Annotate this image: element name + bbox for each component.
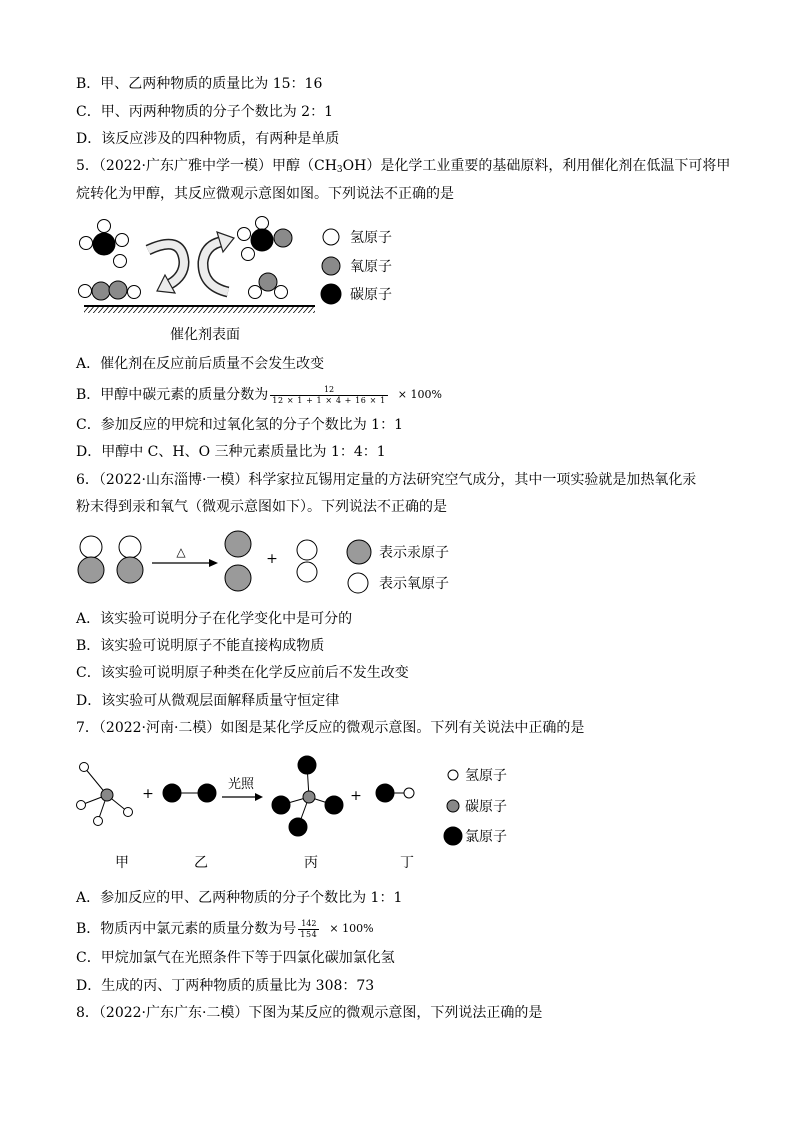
mercury-oxide-molecule: [117, 536, 143, 583]
hydrogen-atom: [98, 220, 111, 233]
q6-reaction-figure: [0, 528, 794, 598]
hydrogen-atom: [116, 234, 129, 247]
hydrogen-atom: [275, 286, 288, 299]
chlorine-atom: [163, 784, 181, 802]
reaction-arrow-icon: [222, 793, 263, 801]
legend-chlorine-swatch: [444, 827, 462, 845]
legend-oxygen-swatch: [348, 573, 368, 593]
water-molecule: [249, 273, 288, 299]
q7-option-b-text: B．物质丙中氯元素的质量分数为号: [76, 921, 297, 937]
q5-option-b-text: B．甲醇中碳元素的质量分数为: [76, 387, 269, 403]
q5-option-b: [76, 382, 442, 408]
hydrogen-atom: [249, 286, 262, 299]
oxygen-atom: [119, 536, 141, 558]
legend-hydrogen-swatch: [448, 770, 458, 780]
legend: [347, 540, 449, 593]
substance-label-yi: 乙: [194, 855, 208, 871]
prev-option-d: D．该反应涉及的四种物质，有两种是单质: [76, 131, 340, 147]
legend-carbon-swatch: [447, 800, 459, 812]
fraction-numerator: 12: [323, 384, 335, 394]
carbon-tetrachloride-molecule: [272, 756, 343, 836]
q5-formula-subscript: 3: [336, 165, 343, 175]
hydrogen-atom: [242, 248, 255, 261]
plus-sign: +: [350, 788, 362, 804]
legend-label: 氧原子: [350, 259, 392, 275]
fraction-suffix: × 100%: [329, 922, 374, 935]
q6-option-d: D．该实验可从微观层面解释质量守恒定律: [76, 693, 340, 709]
hydrogen-atom: [128, 286, 141, 299]
chlorine-atom: [298, 756, 316, 774]
legend-mercury-swatch: [347, 540, 371, 564]
carbon-atom: [303, 791, 315, 803]
mercury-oxide-molecule: [78, 536, 104, 583]
substance-label-jia: 甲: [115, 855, 129, 871]
q7-reaction-figure: [0, 752, 794, 874]
chlorine-atom: [289, 818, 307, 836]
fraction-denominator: 154: [300, 929, 318, 939]
legend-label: 碳原子: [350, 287, 392, 303]
hydrogen-atom: [404, 788, 414, 798]
legend-label: 碳原子: [465, 799, 507, 815]
q6-stem-line-2: 粉末得到汞和氧气（微观示意图如下）。下列说法不正确的是: [76, 499, 447, 515]
q5-stem-text-post: OH）是化学工业重要的基础原料，利用催化剂在低温下可将甲: [342, 158, 731, 174]
catalyst-surface-label: 催化剂表面: [170, 327, 240, 343]
mercury-atom: [225, 531, 251, 557]
q5-option-a: A．催化剂在反应前后质量不会发生改变: [76, 356, 325, 372]
legend-label: 氢原子: [350, 230, 392, 246]
prev-option-c: C．甲、丙两种物质的分子个数比为 2：1: [76, 104, 333, 120]
mercury-atom: [78, 557, 104, 583]
fraction-denominator: 12 × 1 + 1 × 4 + 16 × 1: [272, 395, 386, 405]
prev-option-b: B．甲、乙两种物质的质量比为 15：16: [76, 76, 323, 92]
carbon-atom: [101, 789, 113, 801]
oxygen-molecule: [297, 540, 317, 582]
oxygen-atom: [297, 562, 317, 582]
chlorine-molecule: [163, 784, 216, 802]
hydrogen-peroxide-molecule: [79, 281, 141, 300]
oxygen-atom: [92, 282, 110, 300]
legend-oxygen-swatch: [322, 257, 340, 275]
q5-reaction-figure: [0, 210, 794, 350]
legend-hydrogen-swatch: [323, 229, 339, 245]
curved-arrow-down-icon: [148, 244, 184, 293]
hydrogen-chloride-molecule: [376, 784, 414, 802]
q5-stem-line-2: 烷转化为甲醇，其反应微观示意图如图。下列说法不正确的是: [76, 186, 454, 202]
legend-label: 表示氧原子: [379, 576, 449, 592]
q6-option-c: C．该实验可说明原子种类在化学反应前后不发生改变: [76, 665, 409, 681]
q6-option-b: B．该实验可说明原子不能直接构成物质: [76, 638, 325, 654]
q5-option-c: C．参加反应的甲烷和过氧化氢的分子个数比为 1：1: [76, 417, 403, 433]
q6-stem-line-1: 6．（2022·山东淄博·一模）科学家拉瓦锡用定量的方法研究空气成分，其中一项实验就是加热氧化汞: [76, 472, 697, 488]
legend-label: 氢原子: [465, 768, 507, 784]
hydrogen-atom: [114, 255, 127, 268]
substance-label-ding: 丁: [400, 855, 414, 871]
carbon-atom: [93, 233, 115, 255]
heating-condition: △: [176, 545, 186, 559]
hydrogen-atom: [238, 228, 251, 241]
chlorine-atom: [325, 796, 343, 814]
q8-stem: 8．（2022·广东广东·二模）下图为某反应的微观示意图，下列说法正确的是: [76, 1005, 543, 1021]
fraction-numerator: 142: [301, 918, 317, 928]
oxygen-atom: [297, 540, 317, 560]
hydrogen-atom: [256, 217, 269, 230]
fraction: [298, 919, 319, 940]
legend: [321, 229, 392, 304]
q7-option-d: D．生成的丙、丁两种物质的质量比为 308：73: [76, 978, 375, 994]
hydrogen-atom: [80, 763, 89, 772]
plus-sign: +: [142, 786, 154, 802]
hydrogen-atom: [77, 801, 86, 810]
legend: [444, 768, 507, 845]
methane-molecule: [80, 220, 129, 268]
q5-stem-text-pre: 5．（2022·广东广雅中学一模）甲醇（CH: [76, 158, 337, 174]
hydrogen-atom: [80, 237, 93, 250]
hydrogen-atom: [79, 285, 92, 298]
hydrogen-atom: [124, 808, 133, 817]
catalyst-surface: [84, 306, 315, 313]
oxygen-atom: [80, 536, 102, 558]
hydrogen-atom: [94, 817, 103, 826]
q7-option-b: [76, 916, 374, 942]
fraction: [270, 385, 387, 406]
legend-carbon-swatch: [321, 284, 341, 304]
mercury-atom: [117, 557, 143, 583]
q7-option-a: A．参加反应的甲、乙两种物质的分子个数比为 1：1: [76, 890, 403, 906]
oxygen-atom: [109, 281, 127, 299]
mercury-atom: [225, 565, 251, 591]
legend-label: 氯原子: [465, 829, 507, 845]
methanol-molecule: [238, 217, 293, 261]
legend-label: 表示汞原子: [379, 545, 449, 561]
plus-sign: +: [266, 551, 278, 567]
q5-stem-line-1: [76, 156, 730, 176]
reaction-arrow-icon: [152, 559, 218, 567]
chlorine-atom: [376, 784, 394, 802]
oxygen-atom: [259, 273, 277, 291]
carbon-atom: [251, 229, 273, 251]
methane-molecule: [77, 763, 133, 826]
q7-option-c: C．甲烷加氯气在光照条件下等于四氯化碳加氯化氢: [76, 950, 395, 966]
q5-option-d: D．甲醇中 C、H、O 三种元素质量比为 1：4：1: [76, 444, 386, 460]
substance-label-bing: 丙: [304, 855, 318, 871]
oxygen-atom: [274, 229, 292, 247]
fraction-suffix: × 100%: [397, 388, 442, 401]
q6-option-a: A．该实验可说明分子在化学变化中是可分的: [76, 611, 353, 627]
curved-arrow-up-icon: [203, 232, 234, 292]
light-condition: 光照: [227, 777, 255, 792]
chlorine-atom: [272, 796, 290, 814]
q7-stem: 7．（2022·河南·二模）如图是某化学反应的微观示意图。下列有关说法中正确的是: [76, 720, 585, 736]
chlorine-atom: [198, 784, 216, 802]
